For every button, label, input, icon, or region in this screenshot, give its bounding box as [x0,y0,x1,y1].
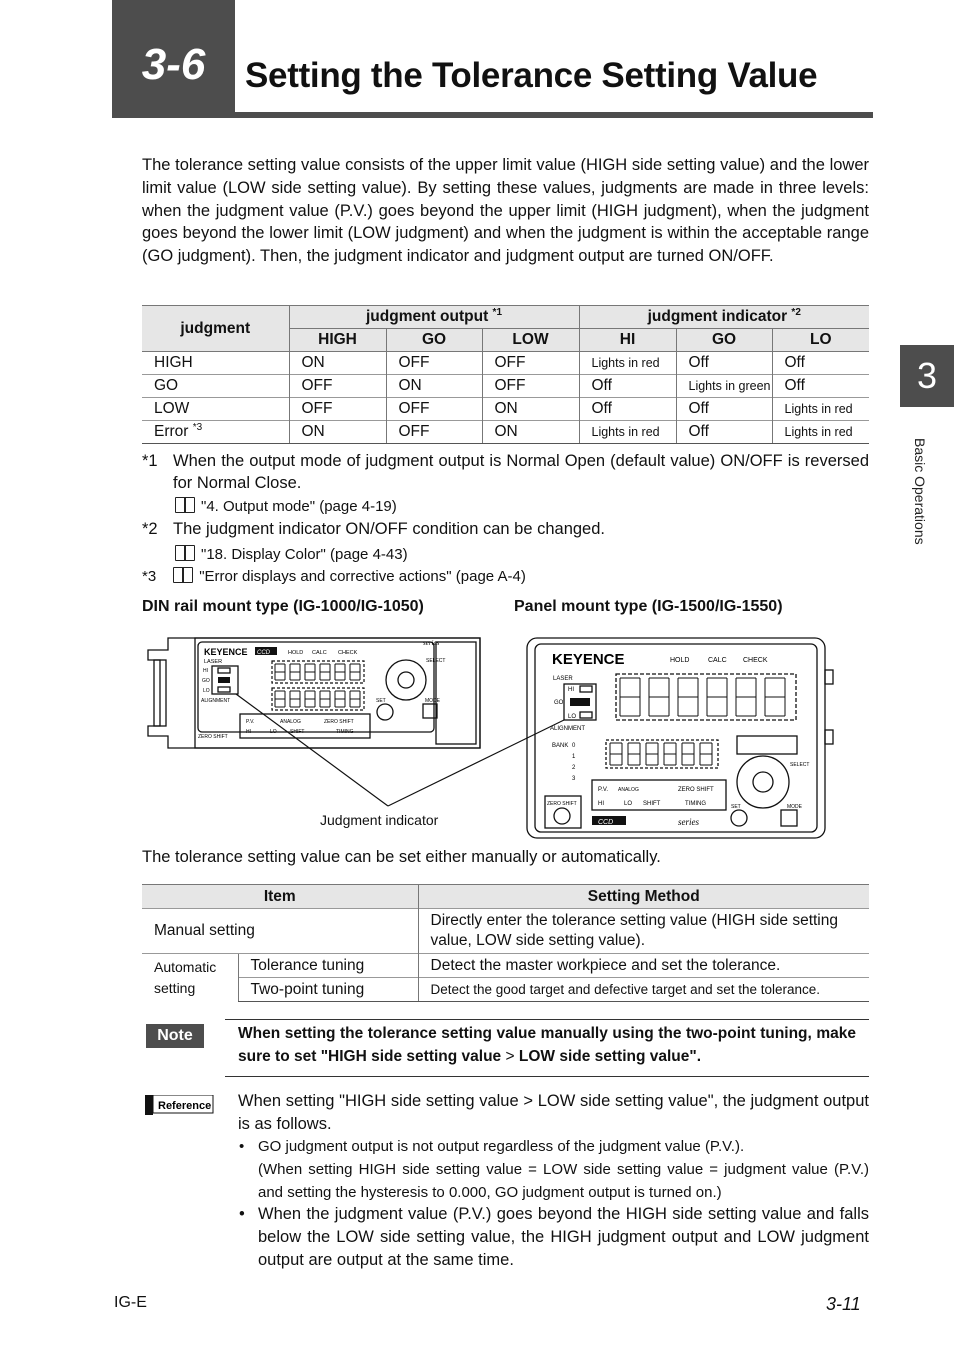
table-cell: Lights in red [579,352,676,375]
subheader: HI [579,329,676,352]
table-cell: ON [482,421,579,444]
chapter-tab[interactable]: 3 [900,345,954,407]
table-cell: Off [676,352,772,375]
header-item: Item [142,885,418,909]
svg-text:LO: LO [270,729,277,735]
svg-text:0: 0 [572,743,576,749]
svg-text:TIMING: TIMING [336,729,354,735]
svg-text:LO: LO [568,714,577,720]
svg-text:ANALOG: ANALOG [280,719,301,725]
note-text: When setting the tolerance setting value manually using the two-point tuning, make sure to set "HIGH side setting value > LOW side setting value". [238,1025,856,1065]
manual-auto-sentence: The tolerance setting value can be set either manually or automatically. [142,848,661,866]
svg-text:GO: GO [202,678,210,684]
callout-label: Judgment indicator [320,812,439,828]
footnote-2-ref[interactable]: "18. Display Color" (page 4-43) [175,545,408,563]
svg-text:LO: LO [624,801,633,807]
setting-method-table [142,884,869,1002]
table-cell: Off [579,398,676,421]
svg-text:MODE: MODE [425,698,440,704]
svg-text:series: series [678,817,699,827]
svg-text:ZERO SHIFT: ZERO SHIFT [547,801,577,807]
row-label: HIGH [142,352,289,375]
row-label: Error $^{*3}$ [142,421,289,444]
svg-text:HI: HI [568,687,574,693]
subheader: GO [676,329,772,352]
svg-text:SELECT: SELECT [790,762,810,768]
manual-book-icon [173,567,193,583]
row-sublabel: Tolerance tuning [238,954,418,978]
row-label: Manual setting [142,909,418,954]
svg-text:SET: SET [376,698,386,704]
table-cell: Off [676,398,772,421]
footnote-2: *2 The judgment indicator ON/OFF condition can be changed. [142,520,605,538]
note-top-rule [225,1019,869,1020]
header-setting-method: Setting Method [418,885,869,909]
table-cell: Off [579,375,676,398]
intro-paragraph: The tolerance setting value consists of the upper limit value (HIGH side setting value) and the lower limit value (LOW side setting value). By setting these values, judgments are made in three levels: when the judgment value (P.V.) goes beyond the upper limit (HIGH judgment), when the judgment goes beyond the lower limit (LOW judgment) and when the judgment is within the acceptable range (GO judgment). Then, the judgment indicator and judgment output are turned ON/OFF. [142,156,869,266]
svg-text:HOLD: HOLD [670,657,690,664]
section-number: 3-6 [141,40,206,89]
footer-model: IG-E [114,1294,147,1311]
row-label: LOW [142,398,289,421]
subheader: GO [386,329,482,352]
svg-text:CALC: CALC [312,650,327,656]
svg-text:LASER: LASER [553,676,573,682]
table-cell: OFF [289,398,386,421]
table-cell: Detect the good target and defective target and set the tolerance. [418,978,869,1002]
subheader: LO [772,329,869,352]
table-row [142,954,869,978]
svg-text:3: 3 [572,776,576,782]
header-judgment-indicator: judgment indicator $^{*2}$ [579,306,869,329]
svg-text:ZERO SHIFT: ZERO SHIFT [678,787,714,793]
reference-intro: When setting "HIGH side setting value > LOW side setting value", the judgment output is as follows. [238,1092,869,1133]
judgment-indicator-callout-lines [236,694,564,806]
svg-text:1: 1 [572,754,576,760]
subheader: LOW [482,329,579,352]
table-cell: Lights in green [676,375,772,398]
svg-text:TIMING: TIMING [685,801,706,807]
header-judgment-output: judgment output $^{*1}$ [289,306,579,329]
table-cell: Directly enter the tolerance setting value (HIGH side setting value, LOW side setting value). [418,909,869,954]
table-cell: ON [386,375,482,398]
svg-text:Reference: Reference [158,1100,212,1112]
manual-book-icon [175,497,195,513]
svg-text:GO: GO [554,700,564,706]
page-title: Setting the Tolerance Setting Value [245,56,818,95]
svg-text:ZERO SHIFT: ZERO SHIFT [324,719,354,725]
table-row [142,352,869,375]
din-rail-unit [148,638,480,748]
table-cell: Lights in red [772,421,869,444]
svg-text:CHECK: CHECK [743,657,768,664]
row-label: GO [142,375,289,398]
table-cell: Off [772,352,869,375]
row-label: Automatic setting [142,954,238,1002]
svg-text:BANK: BANK [552,743,569,749]
svg-text:2: 2 [572,765,576,771]
note-bottom-rule [225,1076,869,1077]
reference-icon [145,1095,215,1115]
table-row [142,375,869,398]
svg-text:CCD: CCD [257,650,270,656]
brand-text: KEYENCE [204,647,248,657]
note-badge: Note [146,1024,204,1048]
svg-text:HOLD: HOLD [288,650,304,656]
table-cell: ON [482,398,579,421]
svg-text:P.V.: P.V. [246,719,255,725]
svg-text:ALIGNMENT: ALIGNMENT [550,726,586,732]
svg-text:HI: HI [246,729,251,735]
device-illustration [140,630,840,845]
footnote-3[interactable]: *3 "Error displays and corrective actions" (page A-4) [142,568,526,585]
svg-text:SELECT: SELECT [426,658,446,664]
manual-book-icon [175,545,195,561]
panel-mount-unit [527,638,833,838]
svg-text:CCD: CCD [598,819,614,826]
table-cell: Off [772,375,869,398]
din-rail-title: DIN rail mount type (IG-1000/IG-1050) [142,598,424,615]
footnote-1: *1 When the output mode of judgment output is Normal Open (default value) ON/OFF is reversed for Normal Close. [142,452,869,492]
table-row [142,398,869,421]
table-cell: Off [676,421,772,444]
svg-text:KEYENCE: KEYENCE [552,651,625,668]
svg-text:HI: HI [203,668,208,674]
footnote-1-ref[interactable]: "4. Output mode" (page 4-19) [175,497,397,515]
svg-text:P.V.: P.V. [598,787,609,793]
reference-bullet-2: • When the judgment value (P.V.) goes beyond the HIGH side setting value and falls below the LOW side setting value, the HIGH judgment output and LOW judgment output are output at the same time. [239,1205,869,1269]
subheader: HIGH [289,329,386,352]
header-judgment: judgment [142,306,289,352]
svg-text:MODE: MODE [787,804,802,810]
svg-text:SHIFT: SHIFT [290,729,305,735]
row-sublabel: Two-point tuning [238,978,418,1002]
table-row [142,421,869,444]
svg-text:SET: SET [731,804,741,810]
svg-text:LASER: LASER [204,659,223,665]
page-number: 3-11 [826,1294,861,1314]
table-cell: ON [289,421,386,444]
table-cell: Lights in red [579,421,676,444]
chapter-tab-label: Basic Operations [912,438,928,545]
svg-text:series: series [423,639,440,647]
svg-text:CALC: CALC [708,657,727,664]
panel-mount-title: Panel mount type (IG-1500/IG-1550) [514,598,783,615]
table-row [142,978,869,1002]
svg-text:CHECK: CHECK [338,650,358,656]
table-cell: OFF [386,352,482,375]
table-cell: OFF [289,375,386,398]
svg-text:ALIGNMENT: ALIGNMENT [201,698,231,704]
reference-bullet-1: • GO judgment output is not output regardless of the judgment value (P.V.). (When setting HIGH side setting value = LOW side setting value = judgment value (P.V.) and setting the hysteresis to 0.000, GO judgment output is turned on.) [239,1138,869,1201]
table-cell: OFF [386,398,482,421]
table-cell: OFF [482,375,579,398]
table-cell: Lights in red [772,398,869,421]
svg-text:SHIFT: SHIFT [643,801,661,807]
title-underline [235,112,873,118]
table-cell: Detect the master workpiece and set the tolerance. [418,954,869,978]
table-cell: ON [289,352,386,375]
svg-text:ZERO SHIFT: ZERO SHIFT [198,734,228,740]
judgment-table [142,305,869,444]
svg-text:HI: HI [598,801,604,807]
svg-text:LO: LO [203,688,210,694]
svg-text:ANALOG: ANALOG [618,787,639,793]
table-cell: OFF [386,421,482,444]
table-cell: OFF [482,352,579,375]
table-row [142,909,869,954]
